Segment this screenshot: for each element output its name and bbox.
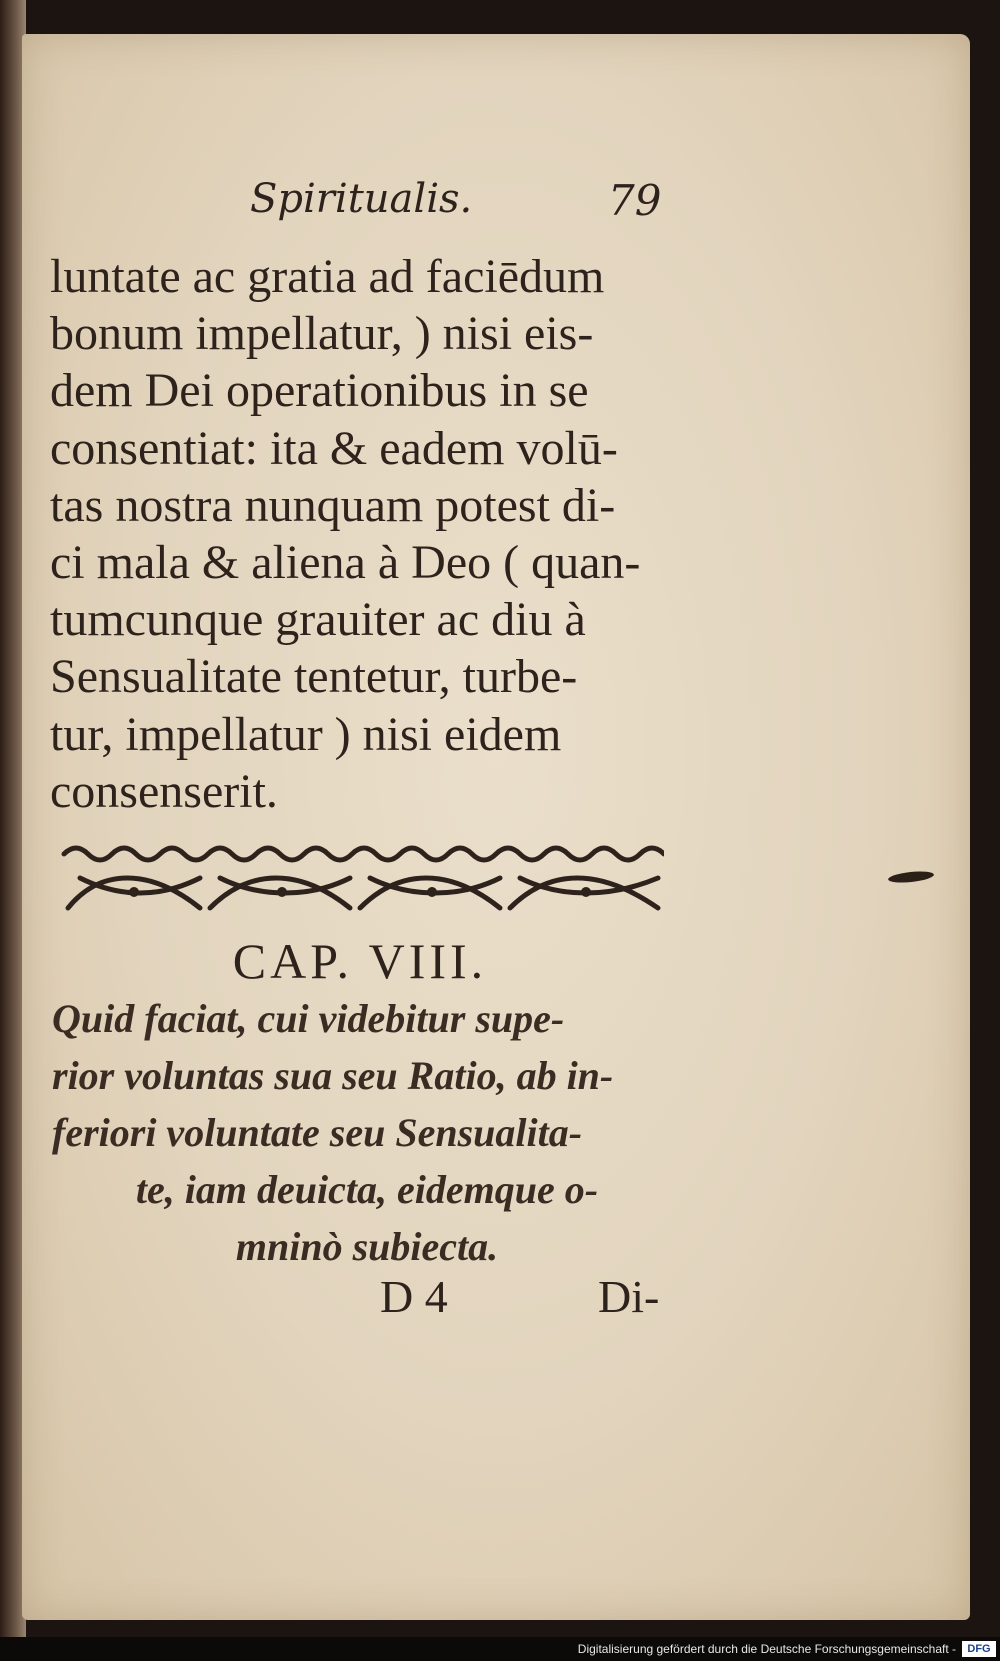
body-line: dem Dei operationibus in se xyxy=(50,364,589,418)
body-line: ci mala & aliena à Deo ( quan- xyxy=(50,536,641,590)
footer-bar xyxy=(0,1637,1000,1661)
decorative-ornament-band xyxy=(60,838,664,918)
body-line: tumcunque grauiter ac diu à xyxy=(50,593,586,647)
footer-credit: Digitalisierung gefördert durch die Deutsche Forschungsgemeinschaft - xyxy=(577,1642,956,1656)
body-line: tur, impellatur ) nisi eidem xyxy=(50,707,562,761)
dfg-logo: DFG xyxy=(962,1641,996,1657)
page-number: 79 xyxy=(608,176,662,225)
running-head: Spiritualis. xyxy=(250,176,473,222)
body-text xyxy=(50,248,670,820)
catchword: Di- xyxy=(598,1271,660,1322)
summary-line: rior voluntas sua seu Ratio, ab in- xyxy=(52,1053,614,1098)
summary-line: mninò subiecta. xyxy=(235,1224,499,1269)
summary-line: Quid faciat, cui videbitur supe- xyxy=(52,996,565,1041)
body-line: tas nostra nunquam potest di- xyxy=(50,478,616,532)
body-line: bonum impellatur, ) nisi eis- xyxy=(50,307,594,361)
signature-mark: D 4 xyxy=(380,1271,448,1322)
body-line: luntate ac gratia ad faciēdum xyxy=(50,250,605,303)
summary-line: feriori voluntate seu Sensualita- xyxy=(52,1110,583,1155)
chapter-summary xyxy=(52,990,682,1275)
body-line: Sensualitate tentetur, turbe- xyxy=(50,650,578,704)
body-line: consentiat: ita & eadem volū- xyxy=(50,421,618,475)
body-line: consenserit. xyxy=(50,764,278,818)
summary-line: te, iam deuicta, eidemque o- xyxy=(135,1167,599,1212)
chapter-title: CAP. VIII. xyxy=(232,933,488,989)
